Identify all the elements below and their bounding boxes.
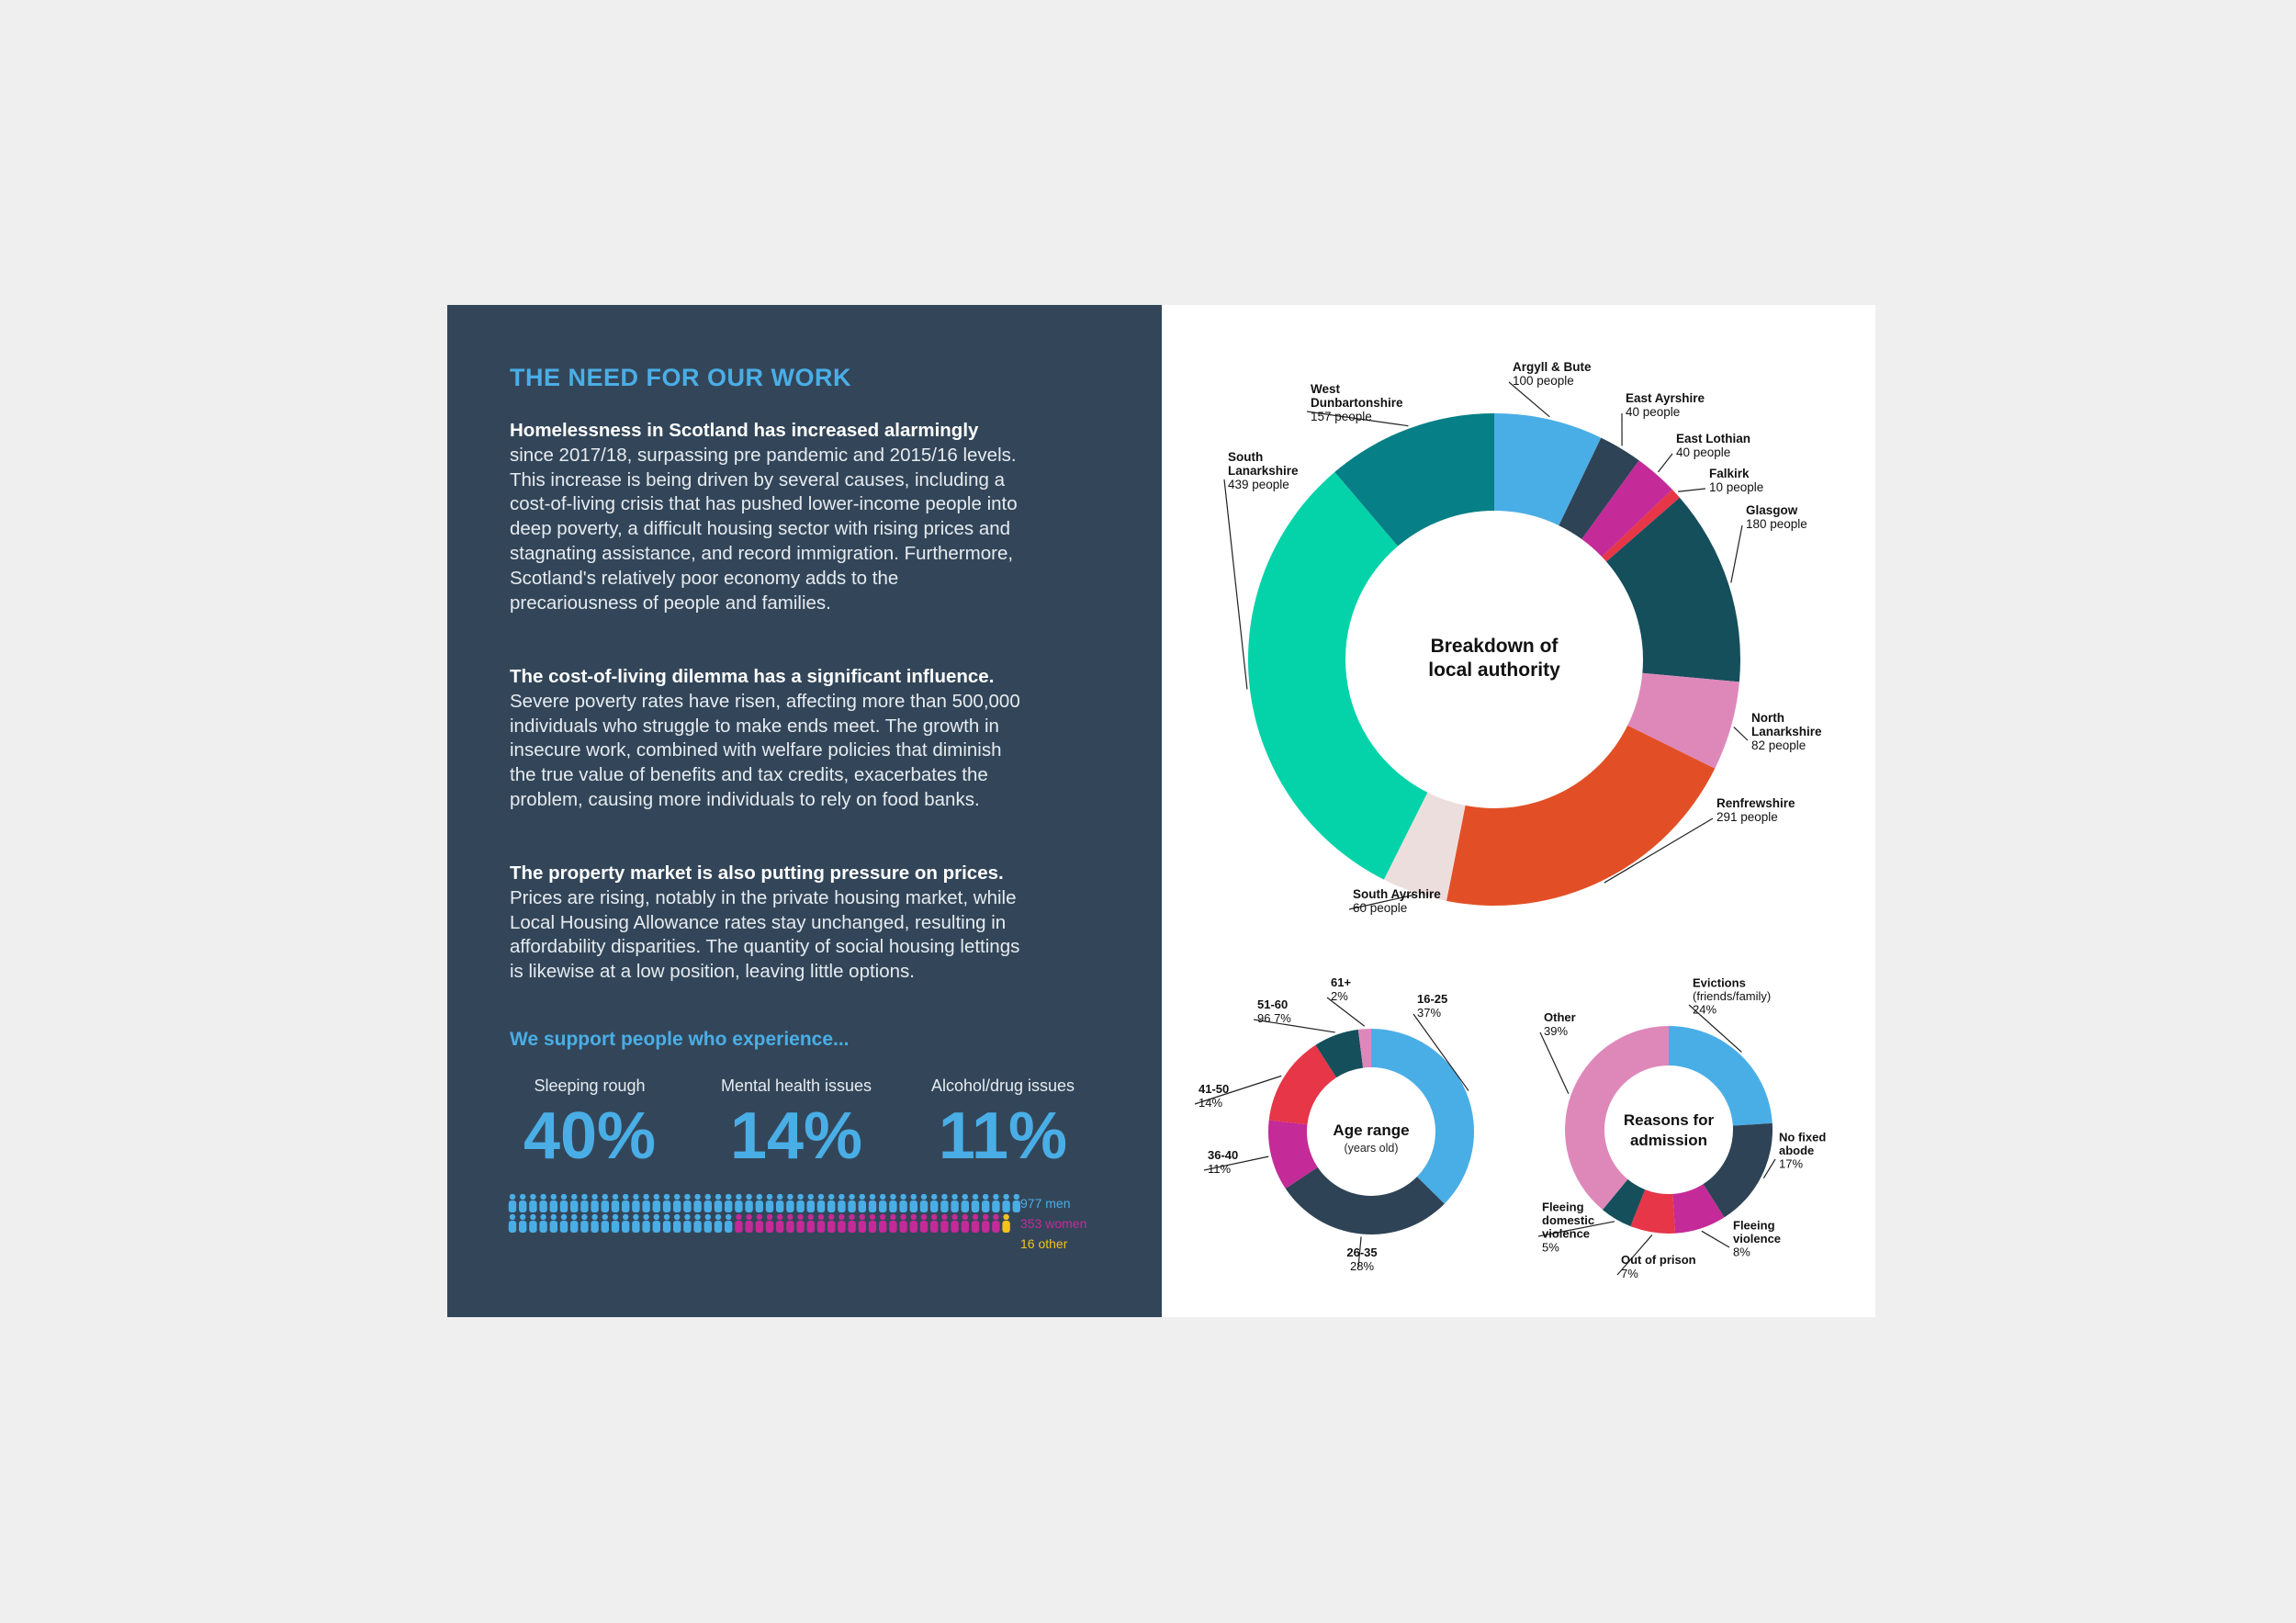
person-icon (693, 1194, 701, 1212)
person-icon (962, 1194, 969, 1212)
person-icon (962, 1214, 969, 1233)
person-icon (972, 1214, 979, 1233)
person-icon (580, 1214, 588, 1233)
person-icon (715, 1194, 722, 1212)
person-icon (796, 1214, 804, 1233)
label-renfrewshire: Renfrewshire 291 people (1716, 795, 1795, 825)
charts-canvas (1162, 305, 1875, 1317)
chart-title: Age range (1333, 1121, 1410, 1139)
person-icon (642, 1194, 649, 1212)
people-pictogram (508, 1194, 1022, 1264)
person-icon (653, 1194, 660, 1212)
leader-line (1731, 525, 1742, 582)
brochure-spread (447, 305, 1875, 1317)
person-icon (766, 1214, 773, 1233)
label-south-ayrshire: South Ayrshire 60 people (1353, 886, 1441, 916)
person-icon (602, 1214, 609, 1233)
leader-line (1678, 489, 1705, 491)
paragraph-lead: The cost-of-living dilemma has a significant influence. (510, 666, 995, 687)
person-icon (539, 1194, 546, 1212)
person-icon (920, 1214, 928, 1233)
person-icon (776, 1214, 783, 1233)
person-icon (972, 1194, 979, 1212)
person-icon (869, 1214, 876, 1233)
person-icon (612, 1214, 619, 1233)
chart-age-range (1195, 975, 1474, 1273)
person-icon (756, 1214, 763, 1233)
person-icon (827, 1194, 835, 1212)
person-icon (725, 1214, 732, 1233)
label-evictions: Evictions (friends/family) 24% (1693, 975, 1772, 1017)
person-icon (550, 1194, 557, 1212)
person-icon (992, 1214, 999, 1233)
person-icon (817, 1194, 825, 1212)
label-fleeing-domestic-violence: Fleeing domestic violence 5% (1542, 1200, 1595, 1255)
slice-renfrewshire (1446, 726, 1715, 906)
person-icon (715, 1214, 722, 1233)
person-icon (539, 1214, 546, 1233)
person-icon (838, 1194, 845, 1212)
person-icon (786, 1214, 793, 1233)
chart-title: Reasons for admission (1623, 1111, 1715, 1149)
label-south-lanarkshire: South Lanarkshire 439 people (1228, 449, 1299, 492)
paragraph-body: Severe poverty rates have risen, affecting more than 500,000 individuals who struggle to make ends meet. The growth in insecure work, combined with welfare policies that diminish the true value of benefits and tax credits, exacerbates the problem, causing more individuals to rely on food banks. (510, 690, 1020, 810)
person-icon (859, 1214, 866, 1233)
person-icon (930, 1194, 938, 1212)
person-icon (632, 1214, 639, 1233)
chart-subtitle: (years old) (1344, 1142, 1399, 1155)
section-heading: THE NEED FOR OUR WORK (510, 364, 851, 391)
person-icon (951, 1214, 958, 1233)
person-icon (529, 1214, 536, 1233)
person-icon (745, 1214, 752, 1233)
label-north-lanarkshire: North Lanarkshire 82 people (1751, 710, 1822, 753)
paragraph-lead: Homelessness in Scotland has increased alarmingly (510, 420, 979, 441)
person-icon (982, 1214, 989, 1233)
person-icon (827, 1214, 835, 1233)
person-icon (899, 1214, 906, 1233)
legend-men: 977 men (1020, 1196, 1071, 1211)
paragraph-body: since 2017/18, surpassing pre pandemic and 2015/16 levels. This increase is being driven by several causes, including a cost-of-living crisis that has pushed lower-income people into deep poverty, a difficult housing sector with rising prices and stagnating assistance, and record immigration. Furthermore, Scotland's relatively poor economy adds to the precariousness of people and families. (510, 444, 1018, 614)
leader-line (1702, 1231, 1729, 1247)
person-icon (673, 1214, 681, 1233)
paragraph-body: Prices are rising, notably in the private housing market, while Local Housing Allowance rates stay unchanged, resulting in affordability disparities. The quantity of social housing lettings is likewise at a low position, leaving little options. (510, 886, 1020, 983)
support-heading: We support people who experience... (510, 1029, 850, 1050)
stat-label: Sleeping rough (534, 1076, 646, 1095)
person-icon (509, 1214, 516, 1233)
paragraph-cost-of-living (510, 665, 1024, 813)
stat-label: Alcohol/drug issues (930, 1076, 1075, 1095)
person-icon (550, 1214, 557, 1233)
person-icon (663, 1194, 670, 1212)
person-icon (693, 1214, 701, 1233)
person-icon (735, 1214, 742, 1233)
person-icon (745, 1194, 752, 1212)
person-icon (560, 1214, 568, 1233)
person-icon (653, 1214, 660, 1233)
person-icon (570, 1214, 578, 1233)
stat-mental-health (691, 1076, 902, 1173)
label-argyll-bute: Argyll & Bute 100 people (1513, 359, 1592, 389)
person-icon (602, 1194, 609, 1212)
stat-value: 40% (523, 1099, 657, 1173)
person-icon (725, 1194, 732, 1212)
person-icon (910, 1214, 917, 1233)
person-icon (560, 1194, 568, 1212)
label-51-60: 51-60 96 7% (1257, 997, 1291, 1025)
person-icon (879, 1214, 886, 1233)
person-icon (642, 1214, 649, 1233)
chart-title: Breakdown of local authority (1428, 636, 1560, 681)
person-icon (766, 1194, 773, 1212)
label-61: 61+ 2% (1331, 975, 1352, 1003)
label-east-ayrshire: East Ayrshire 40 people (1626, 390, 1705, 420)
person-icon (807, 1194, 815, 1212)
label-east-lothian: East Lothian 40 people (1676, 431, 1751, 460)
person-icon (838, 1214, 845, 1233)
label-glasgow: Glasgow 180 people (1746, 502, 1807, 532)
person-icon (622, 1194, 629, 1212)
person-icon (591, 1214, 598, 1233)
person-icon (848, 1214, 855, 1233)
leader-line (1224, 479, 1247, 689)
person-icon (756, 1194, 763, 1212)
legend-other: 16 other (1020, 1236, 1068, 1251)
person-icon (992, 1194, 999, 1212)
person-icon (982, 1194, 989, 1212)
person-icon (776, 1194, 783, 1212)
person-icon (622, 1214, 629, 1233)
stat-sleeping-rough (484, 1076, 695, 1173)
person-icon (951, 1194, 958, 1212)
paragraph-lead: The property market is also putting pressure on prices. (510, 862, 1004, 884)
slice-16-25 (1371, 1029, 1474, 1204)
person-icon (673, 1194, 681, 1212)
person-icon (879, 1194, 886, 1212)
label-west-dunbartonshire: West Dunbartonshire 157 people (1311, 381, 1403, 424)
person-icon (683, 1194, 691, 1212)
leader-line (1540, 1032, 1569, 1094)
person-icon (519, 1214, 526, 1233)
stat-value: 11% (938, 1099, 1068, 1173)
stat-value: 14% (729, 1099, 863, 1173)
legend-women: 353 women (1020, 1216, 1087, 1231)
stat-alcohol-drug (897, 1076, 1109, 1173)
person-icon (869, 1194, 876, 1212)
left-panel (447, 305, 1162, 1317)
label-other: Other 39% (1544, 1010, 1576, 1038)
person-icon (848, 1194, 855, 1212)
person-icon (612, 1194, 619, 1212)
paragraph-property-market (510, 862, 1024, 985)
person-icon (683, 1214, 691, 1233)
person-icon (786, 1194, 793, 1212)
person-icon (529, 1194, 536, 1212)
person-icon (920, 1194, 928, 1212)
right-panel (1162, 305, 1875, 1317)
paragraph-homelessness (510, 419, 1024, 615)
person-icon (1002, 1214, 1009, 1233)
person-icon (704, 1194, 712, 1212)
person-icon (704, 1214, 712, 1233)
label-16-25: 16-25 37% (1417, 992, 1448, 1020)
label-falkirk: Falkirk 10 people (1709, 466, 1764, 495)
person-icon (910, 1194, 917, 1212)
leader-line (1734, 727, 1748, 740)
leader-line (1658, 454, 1672, 472)
person-icon (1013, 1194, 1020, 1212)
person-icon (591, 1194, 598, 1212)
person-icon (889, 1214, 896, 1233)
person-icon (859, 1194, 866, 1212)
person-icon (509, 1194, 516, 1212)
person-icon (930, 1214, 938, 1233)
person-icon (940, 1194, 948, 1212)
stat-label: Mental health issues (720, 1076, 872, 1095)
person-icon (632, 1194, 639, 1212)
label-41-50: 41-50 14% (1199, 1082, 1230, 1110)
chart-local-authority (1224, 360, 1822, 915)
label-26-35: 26-35 28% (1346, 1245, 1378, 1273)
chart-reasons-admission (1538, 975, 1826, 1279)
person-icon (889, 1194, 896, 1212)
person-icon (519, 1194, 526, 1212)
person-icon (663, 1214, 670, 1233)
label-36-40: 36-40 11% (1208, 1148, 1239, 1176)
person-icon (796, 1194, 804, 1212)
person-icon (580, 1194, 588, 1212)
label-fleeing-violence: Fleeing violence 8% (1733, 1218, 1782, 1259)
person-icon (807, 1214, 815, 1233)
person-icon (899, 1194, 906, 1212)
person-icon (570, 1194, 578, 1212)
person-icon (735, 1194, 742, 1212)
person-icon (817, 1214, 825, 1233)
label-no-fixed-abode: No fixed abode 17% (1779, 1130, 1827, 1171)
person-icon (1002, 1194, 1009, 1212)
label-out-of-prison: Out of prison 7% (1621, 1253, 1696, 1280)
person-icon (940, 1214, 948, 1233)
